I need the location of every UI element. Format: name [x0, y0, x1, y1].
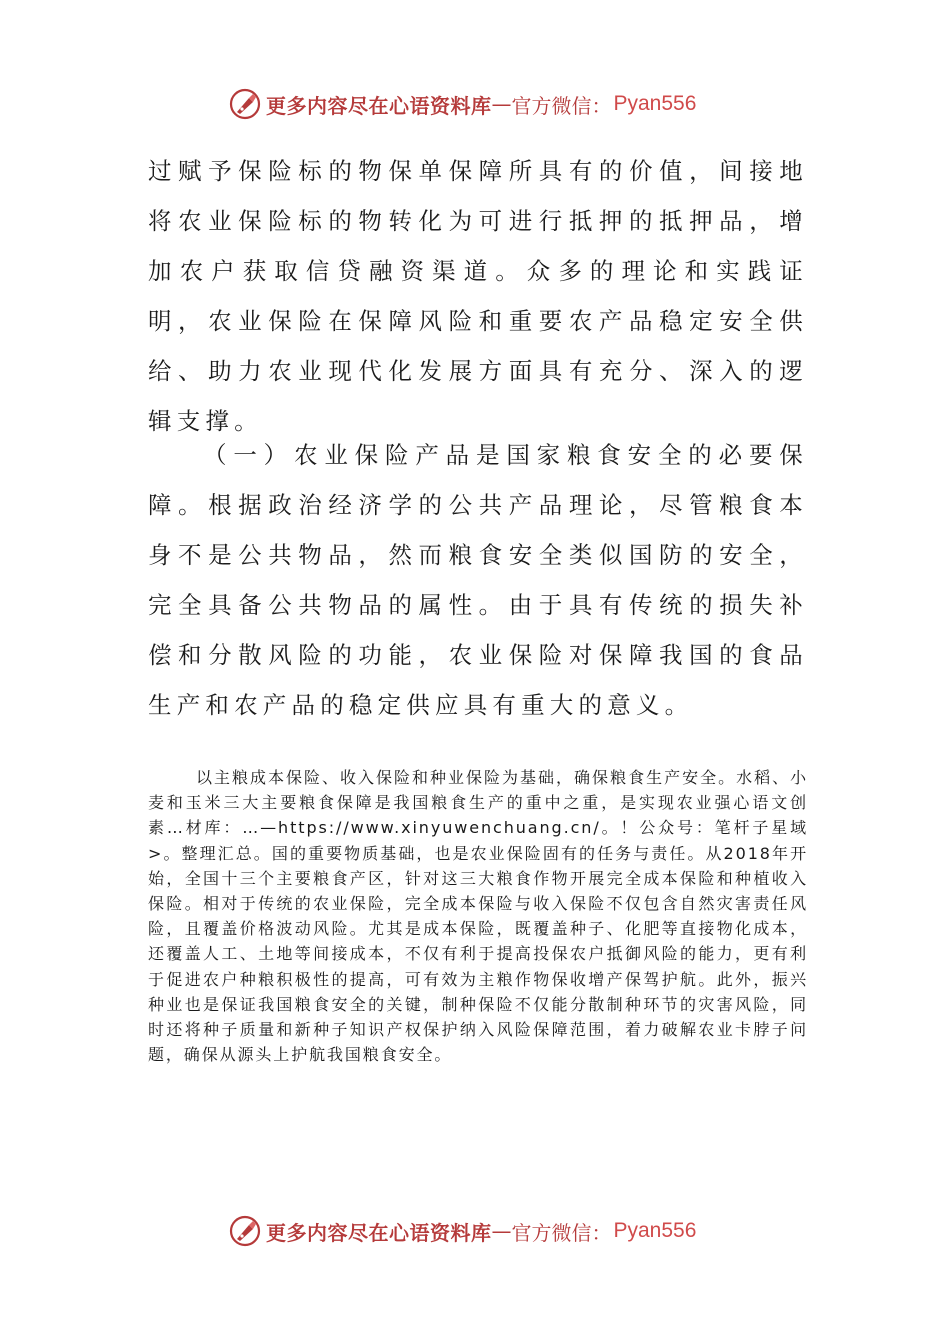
watermark-wechat-id: Pyan556	[613, 92, 697, 115]
watermark-separator: —	[491, 1219, 512, 1243]
watermark-text: 更多内容尽在心语资料库	[266, 1220, 492, 1245]
footer-watermark	[228, 1211, 696, 1251]
watermark-wechat-id: Pyan556	[613, 1219, 697, 1242]
body-paragraph-1: 过赋予保险标的物保单保障所具有的价值，间接地将农业保险标的物转化为可进行抵押的抵押品，增加农户获取信贷融资渠道。众多的理论和实践证明，农业保险在保障风险和重要农产品稳定安全供给、助力农业现代化发展方面具有充分、深入的逻辑支撑。	[148, 157, 808, 435]
watermark-separator: —	[491, 92, 512, 116]
header-watermark	[228, 84, 696, 124]
watermark-label: 官方微信：	[511, 93, 612, 118]
pen-nib-logo-icon	[228, 87, 262, 121]
note-paragraph: 以主粮成本保险、收入保险和种业保险为基础，确保粮食生产安全。水稻、小麦和玉米三大主要粮食保障是我国粮食生产的重中之重，是实现农业强心语文创素…材库：…—https://www.xinyuwenchuang.cn/。！公众号：笔杆子星域>。整理汇总。国的重要物质基础，也是农业保险固有的任务与责任。从2018年开始，全国十三个主要粮食产区，针对这三大粮食作物开展完全成本保险和种植收入保险。相对于传统的农业保险，完全成本保险与收入保险不仅包含自然灾害责任风险，且覆盖价格波动风险。尤其是成本保险，既覆盖种子、化肥等直接物化成本，还覆盖人工、土地等间接成本，不仅有利于提高投保农户抵御风险的能力，更有利于促进农户种粮积极性的提高，可有效为主粮作物保收增产保驾护航。此外，振兴种业也是保证我国粮食安全的关键，制种保险不仅能分散制种环节的灾害风险，同时还将种子质量和新种子知识产权保护纳入风险保障范围，着力破解农业卡脖子问题，确保从源头上护航我国粮食安全。	[148, 768, 808, 1065]
watermark-label: 官方微信：	[511, 1220, 612, 1245]
body-paragraph-2: （一）农业保险产品是国家粮食安全的必要保障。根据政治经济学的公共产品理论，尽管粮食本身不是公共物品，然而粮食安全类似国防的安全，完全具备公共物品的属性。由于具有传统的损失补偿和分散风险的功能，农业保险对保障我国的食品生产和农产品的稳定供应具有重大的意义。	[148, 441, 808, 719]
pen-nib-logo-icon	[228, 1214, 262, 1248]
watermark-text: 更多内容尽在心语资料库	[266, 93, 492, 118]
